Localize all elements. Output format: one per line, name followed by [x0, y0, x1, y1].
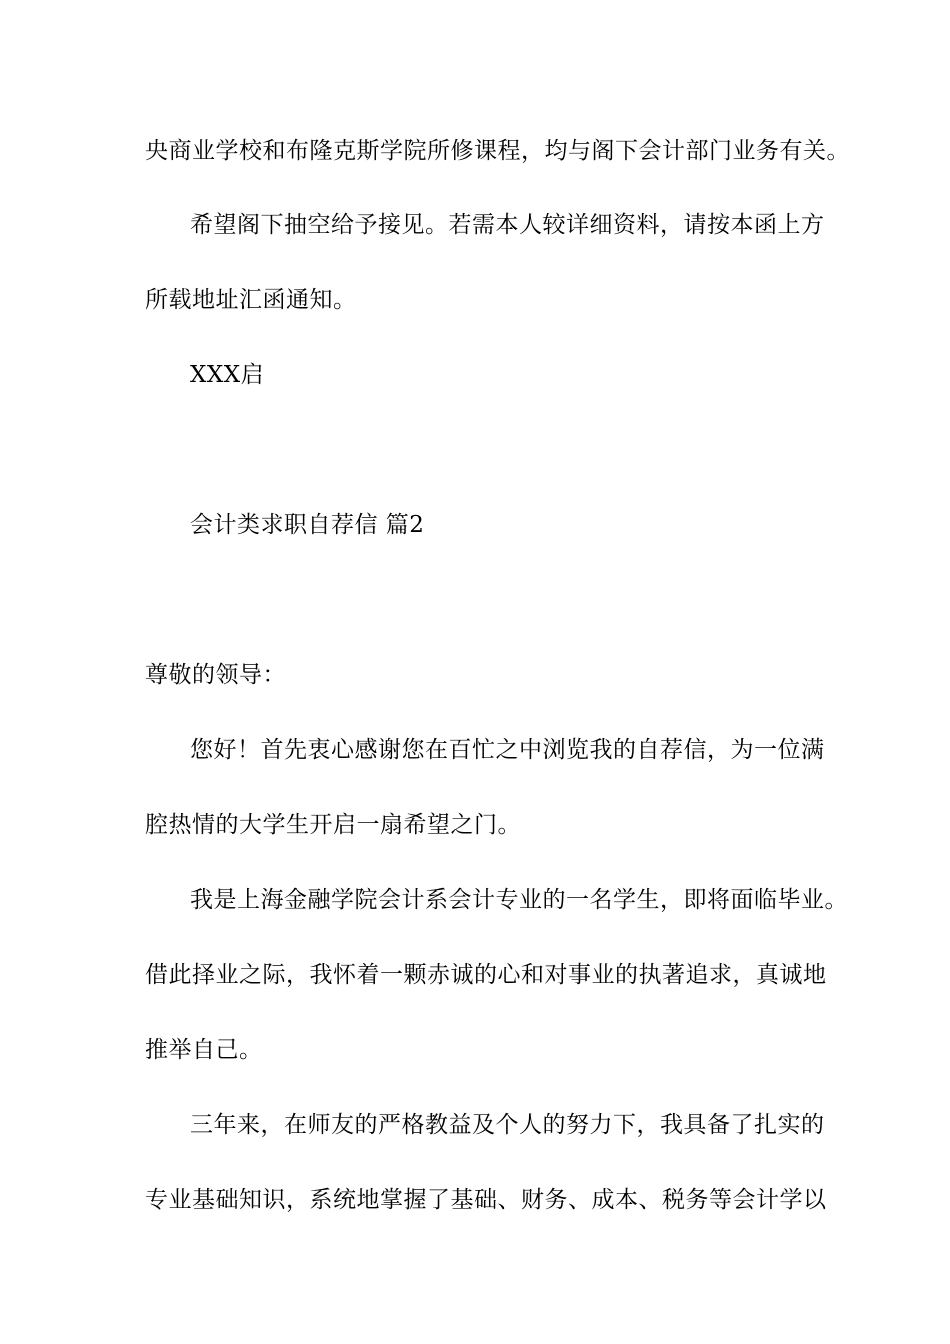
paragraph-line: 您好！首先衷心感谢您在百忙之中浏览我的自荐信，为一位满	[190, 737, 825, 763]
paragraph-line: 专业基础知识，系统地掌握了基础、财务、成本、税务等会计学以	[145, 1187, 827, 1213]
paragraph-line: 腔热情的大学生开启一扇希望之门。	[145, 812, 521, 838]
paragraph-line: 所载地址汇函通知。	[145, 287, 357, 313]
paragraph-line: 央商业学校和布隆克斯学院所修课程，均与阁下会计部门业务有关。	[145, 138, 850, 164]
paragraph-line: 推举自己。	[145, 1037, 263, 1063]
paragraph-line: 希望阁下抽空给予接见。若需本人较详细资料，请按本函上方	[190, 212, 825, 238]
signature-line: XXX启	[190, 362, 265, 388]
paragraph-line: 借此择业之际，我怀着一颗赤诚的心和对事业的执著追求，真诚地	[145, 962, 827, 988]
salutation: 尊敬的领导：	[145, 662, 286, 688]
paragraph-line: 三年来，在师友的严格教益及个人的努力下，我具备了扎实的	[190, 1112, 825, 1138]
paragraph-line: 我是上海金融学院会计系会计专业的一名学生，即将面临毕业。	[190, 887, 848, 913]
section-heading: 会计类求职自荐信 篇2	[190, 512, 425, 538]
